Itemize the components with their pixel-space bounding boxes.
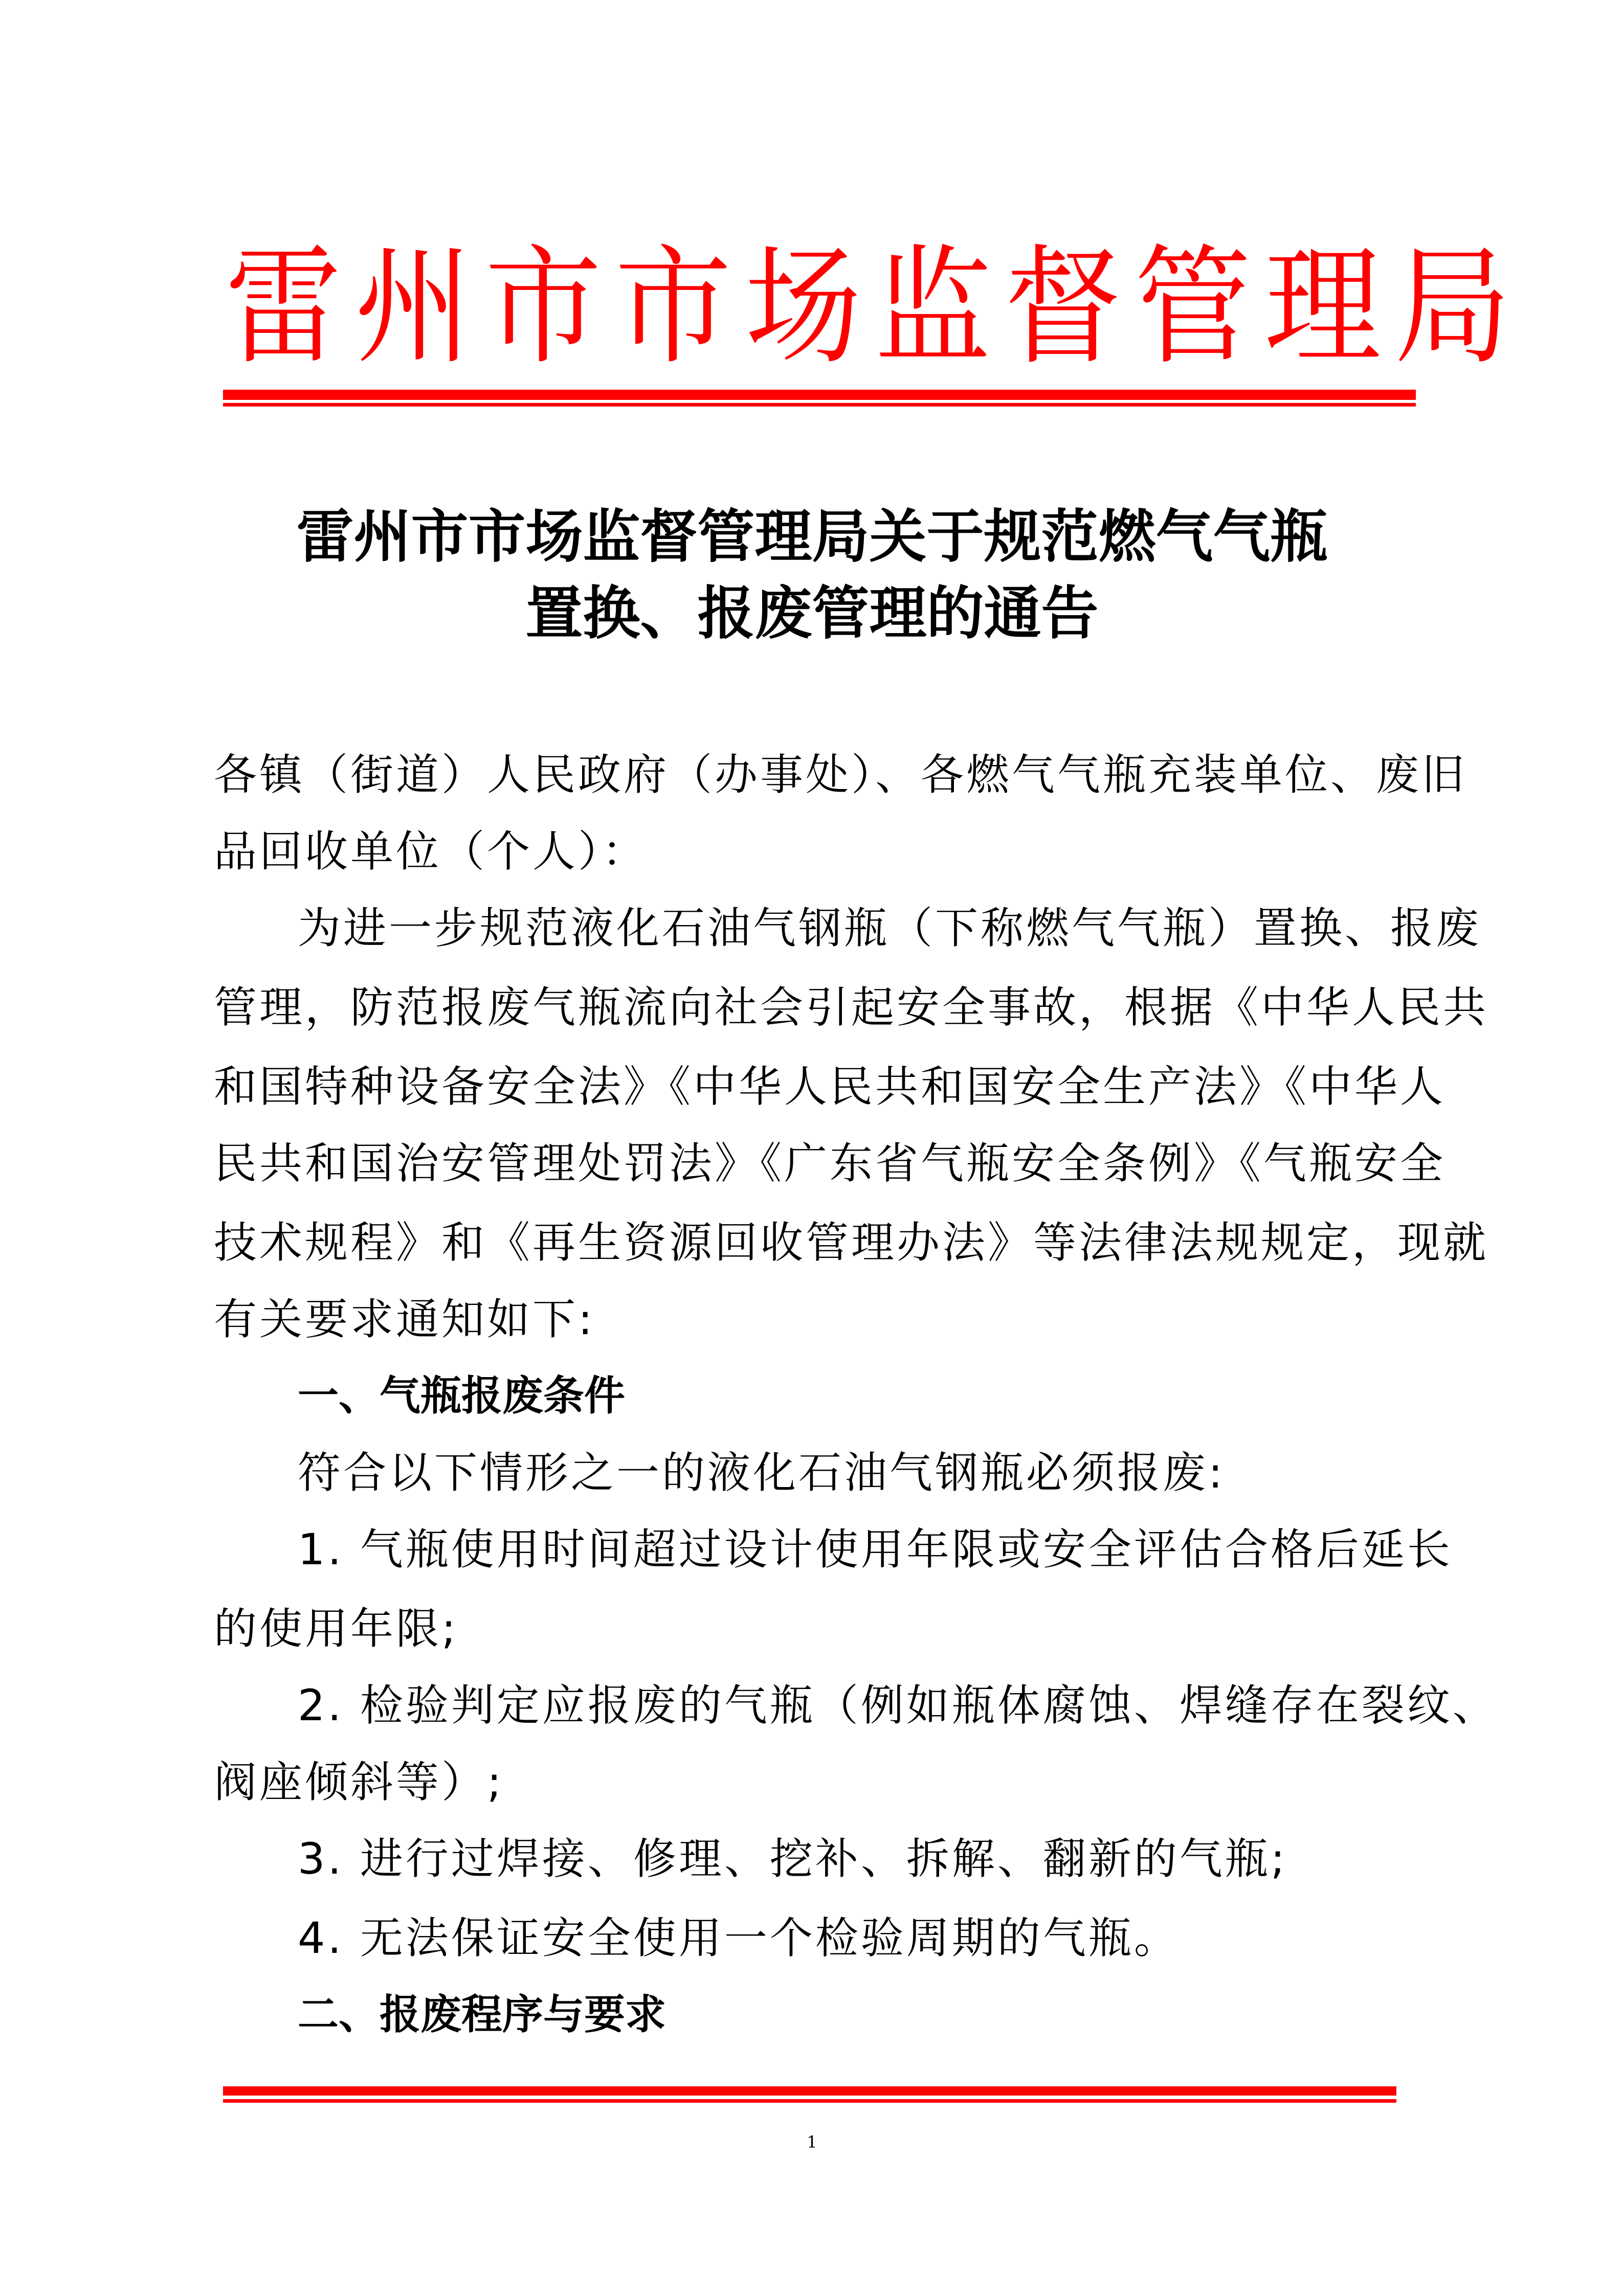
intro-line: 技术规程》和《再生资源回收管理办法》等法律法规规定，现就 <box>214 1218 1489 1268</box>
document-title-line2: 置换、报废管理的通告 <box>525 580 1099 647</box>
masthead: 雷州市市场监督管理局 <box>225 232 1524 382</box>
masthead-rule-thin <box>223 403 1416 407</box>
masthead-rule-thick <box>223 390 1416 400</box>
salutation-line1: 各镇（街道）人民政府（办事处）、各燃气气瓶充装单位、废旧 <box>214 750 1467 800</box>
intro-line: 管理，防范报废气瓶流向社会引起安全事故，根据《中华人民共 <box>214 982 1489 1032</box>
list-item: 4. 无法保证安全使用一个检验周期的气瓶。 <box>298 1913 1180 1963</box>
intro-line: 为进一步规范液化石油气钢瓶（下称燃气气瓶）置换、报废 <box>298 903 1482 953</box>
intro-line: 和国特种设备安全法》《中华人民共和国安全生产法》《中华人 <box>214 1062 1446 1112</box>
list-item: 2. 检验判定应报废的气瓶（例如瓶体腐蚀、焊缝存在裂纹、 <box>298 1680 1498 1730</box>
footer-rule-thick <box>223 2086 1396 2096</box>
section1-lead: 符合以下情形之一的液化石油气钢瓶必须报废: <box>298 1448 1226 1498</box>
list-item: 1. 气瓶使用时间超过设计使用年限或安全评估合格后延长 <box>298 1524 1453 1574</box>
document-title-line1: 雷州市市场监督管理局关于规范燃气气瓶 <box>296 503 1328 570</box>
footer-rule-thin <box>223 2099 1396 2103</box>
section2-heading: 二、报废程序与要求 <box>298 1991 666 2038</box>
list-item: 3. 进行过焊接、修理、挖补、拆解、翻新的气瓶; <box>298 1834 1288 1884</box>
list-item-continuation: 的使用年限; <box>214 1604 459 1654</box>
salutation-line2: 品回收单位（个人）： <box>214 826 648 876</box>
list-item-continuation: 阀座倾斜等）; <box>214 1757 504 1807</box>
intro-line: 民共和国治安管理处罚法》《广东省气瓶安全条例》《气瓶安全 <box>214 1138 1446 1188</box>
intro-line: 有关要求通知如下: <box>214 1294 595 1344</box>
section1-heading: 一、气瓶报废条件 <box>298 1372 625 1420</box>
page-number: 1 <box>807 2132 817 2152</box>
